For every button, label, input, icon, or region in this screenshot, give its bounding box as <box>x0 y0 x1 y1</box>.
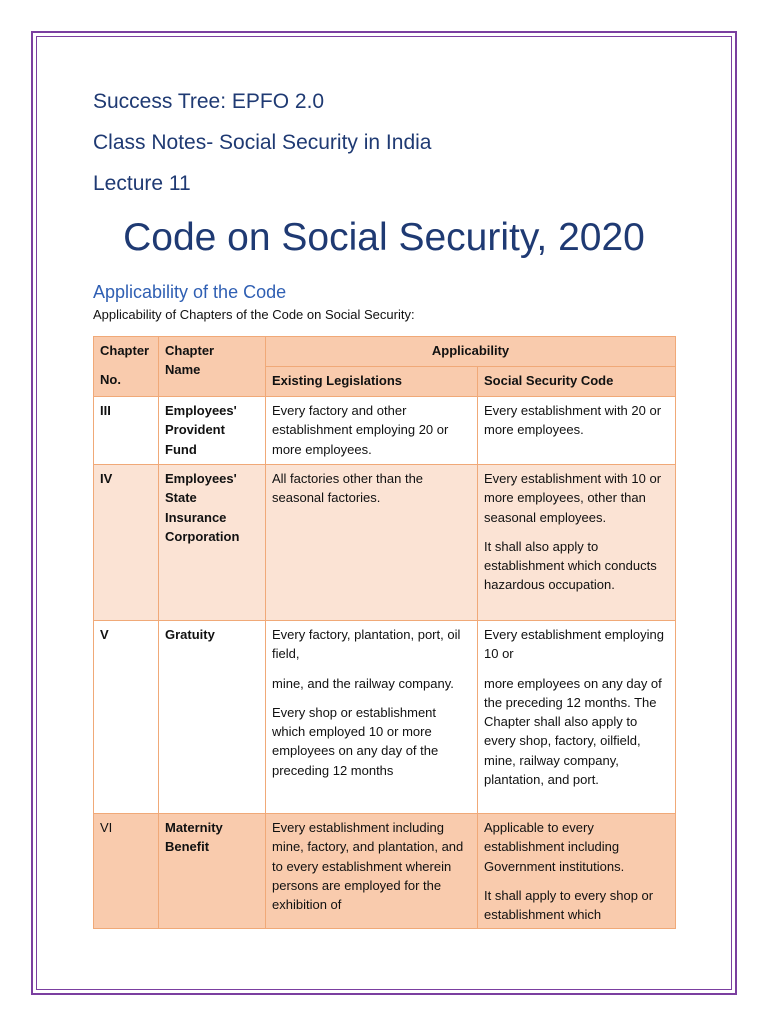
header-chapter-no: Chapter No. <box>94 337 159 397</box>
intro-text: Applicability of Chapters of the Code on Social Security: <box>93 307 415 322</box>
chapter-name: Maternity Benefit <box>159 814 266 929</box>
chapter-no: V <box>94 621 159 814</box>
header-existing-legislations: Existing Legislations <box>266 367 478 397</box>
existing-legislations: Every establishment including mine, factory, and plantation, and to every establishment wherein persons are employed for the exhibition of <box>266 814 478 929</box>
table-row <box>94 814 676 929</box>
class-notes-title: Class Notes- Social Security in India <box>93 131 432 154</box>
section-heading: Applicability of the Code <box>93 282 287 302</box>
social-security-code: Every establishment with 20 or more employees. <box>478 397 676 465</box>
existing-legislations: Every factory, plantation, port, oil field, mine, and the railway company. Every shop or establishment which employed 10 or more employees on any day of the preceding 12 months <box>266 621 478 814</box>
header-chapter-name: Chapter Name <box>159 337 266 397</box>
chapter-no: IV <box>94 465 159 621</box>
table-row <box>94 465 676 621</box>
social-security-code: Applicable to every establishment including Government institutions. It shall apply to every shop or establishment which <box>478 814 676 929</box>
chapter-name: Gratuity <box>159 621 266 814</box>
social-security-code: Every establishment employing 10 or more employees on any day of the preceding 12 months. The Chapter shall also apply to every shop, factory, oilfield, mine, railway company, plantation, and port. <box>478 621 676 814</box>
social-security-code: Every establishment with 10 or more employees, other than seasonal employees. It shall also apply to establishment which conducts hazardous occupation. <box>478 465 676 621</box>
chapter-name: Employees' State Insurance Corporation <box>159 465 266 621</box>
header-social-security-code: Social Security Code <box>478 367 676 397</box>
chapter-no: III <box>94 397 159 465</box>
course-title: Success Tree: EPFO 2.0 <box>93 90 325 113</box>
page-title: Code on Social Security, 2020 <box>123 216 645 259</box>
table-row <box>94 621 676 814</box>
header-applicability: Applicability <box>266 337 676 367</box>
existing-legislations: All factories other than the seasonal factories. <box>266 465 478 621</box>
lecture-number: Lecture 11 <box>93 172 191 195</box>
chapter-no: VI <box>94 814 159 929</box>
applicability-table <box>93 336 676 929</box>
existing-legislations: Every factory and other establishment employing 20 or more employees. <box>266 397 478 465</box>
chapter-name: Employees' Provident Fund <box>159 397 266 465</box>
table-row <box>94 397 676 465</box>
